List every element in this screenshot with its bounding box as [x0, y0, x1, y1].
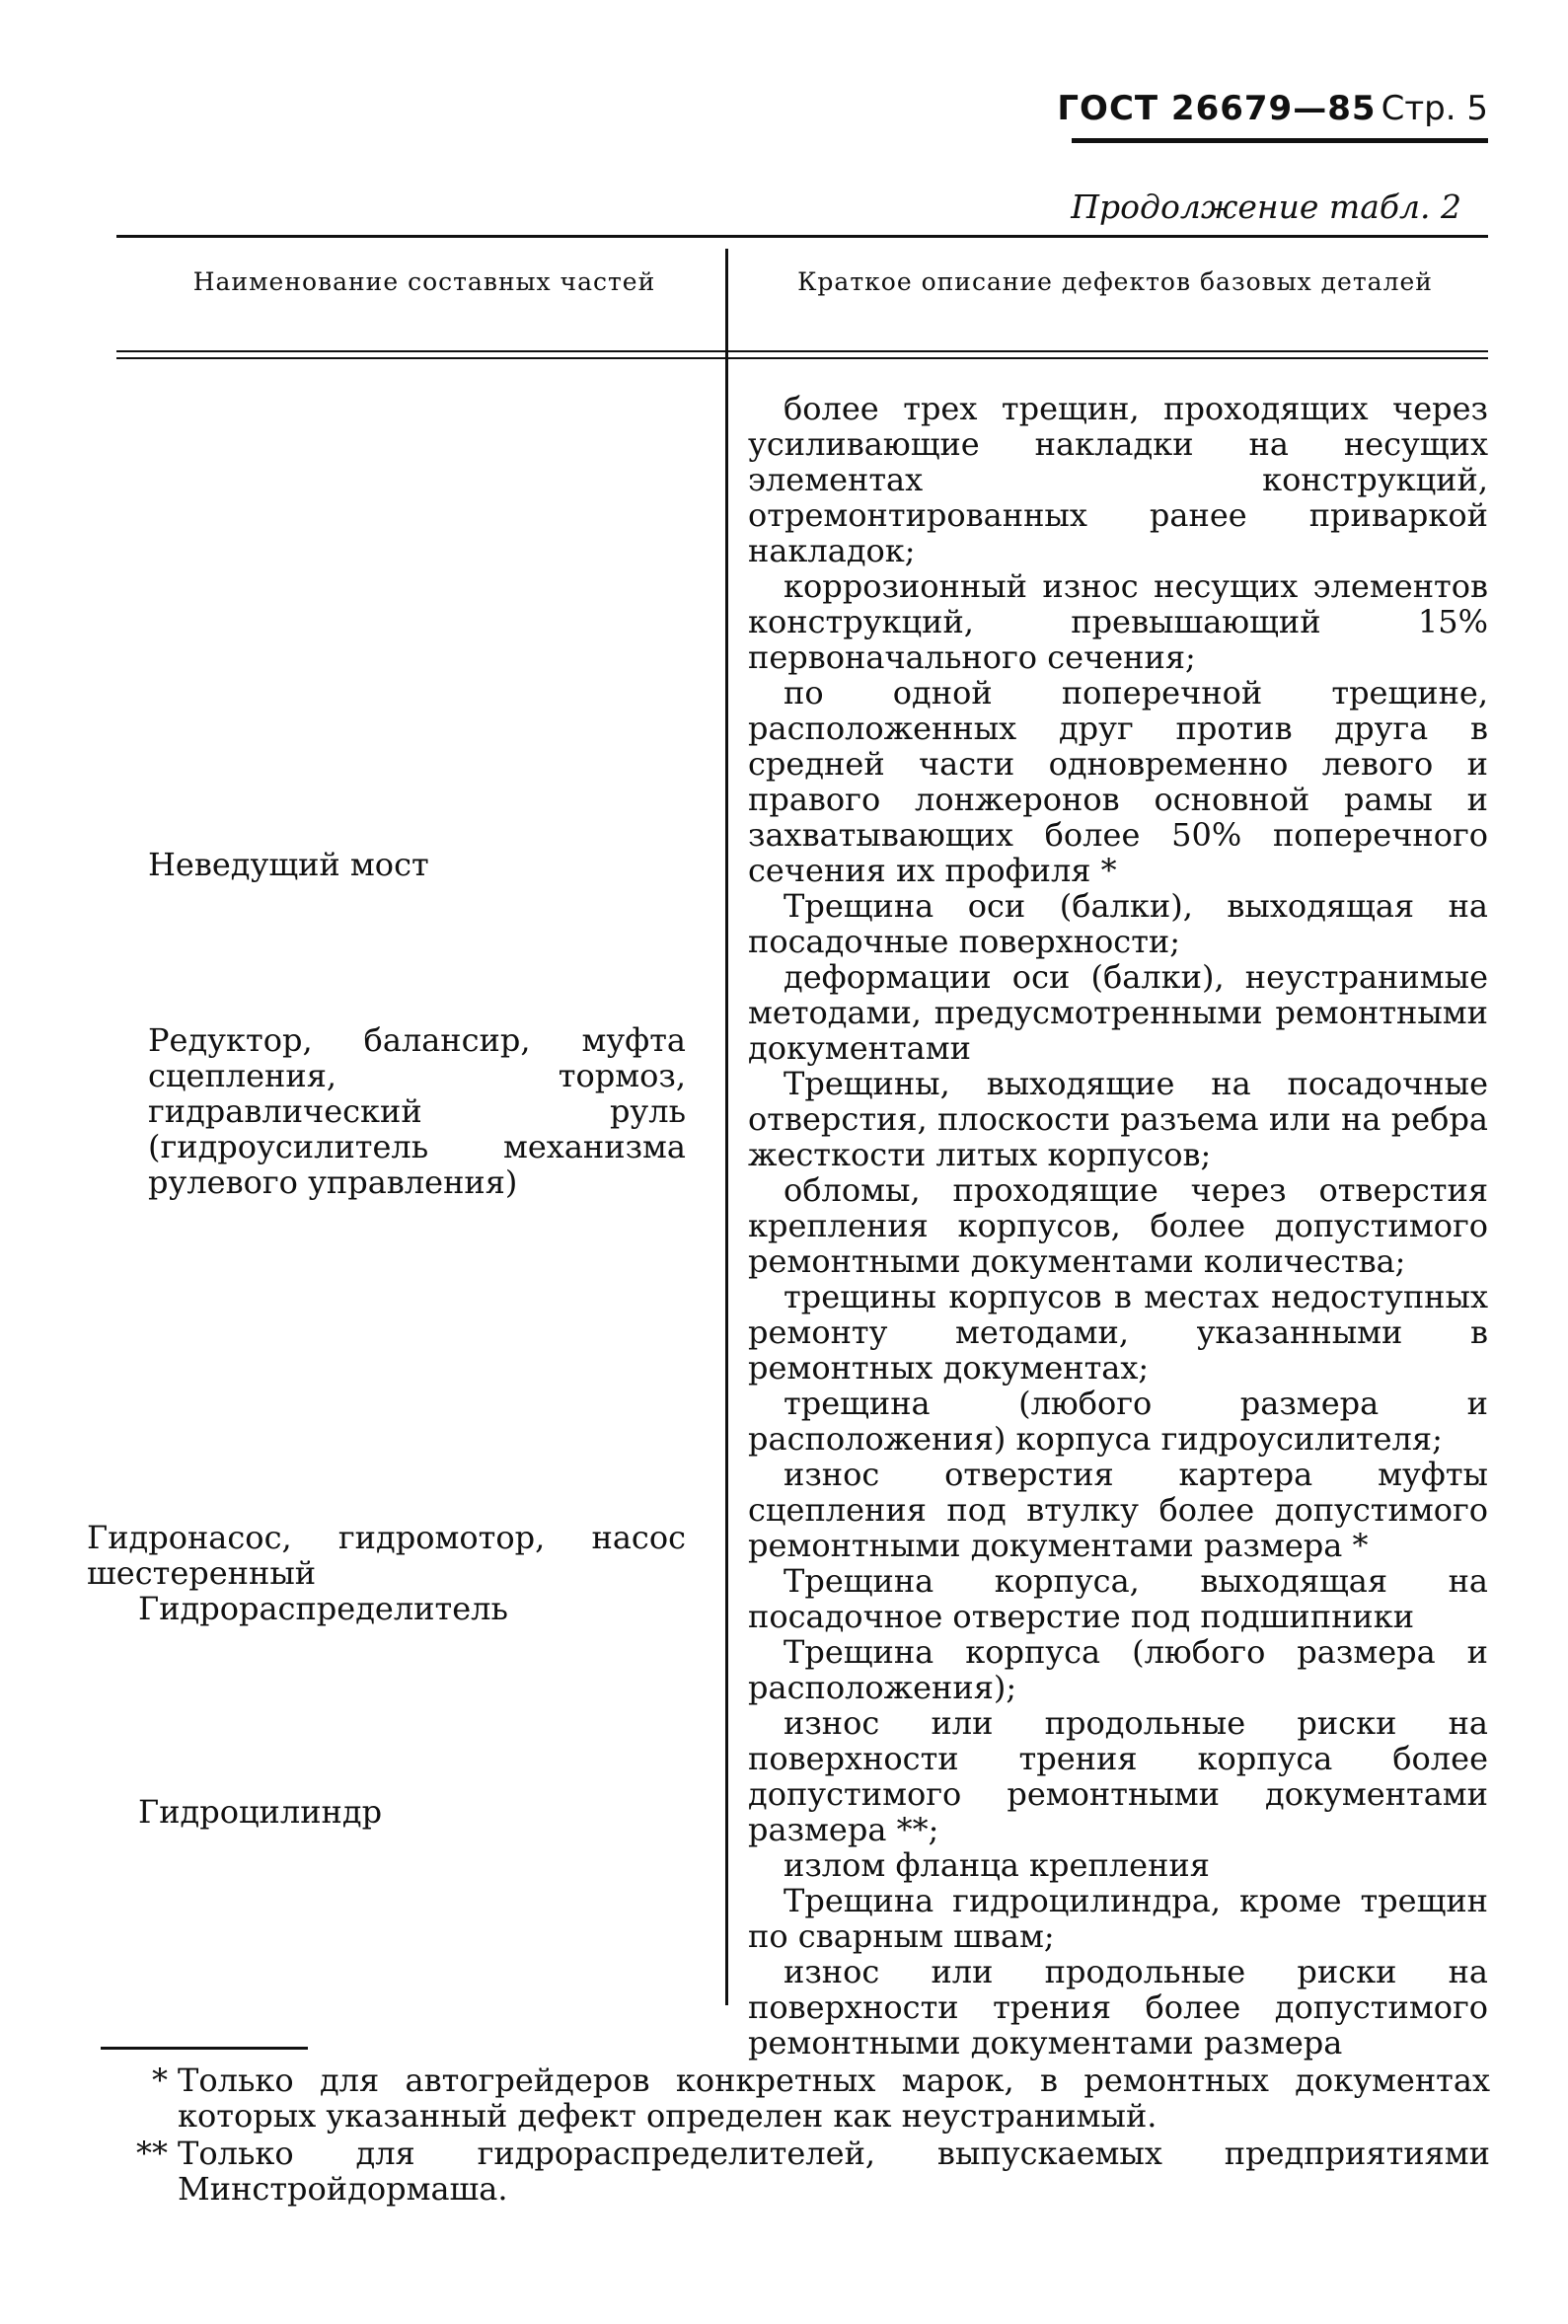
footnotes — [99, 2062, 1490, 2209]
defect-paragraph: Трещина корпуса (любого размера и расположения); — [748, 1633, 1488, 1706]
table-column-divider — [725, 249, 728, 2005]
defect-paragraph: более трех трещин, проходящих через усиливающие накладки на несущих элементах конструкций, отремонтированных ранее приваркой накладок; — [748, 390, 1488, 569]
footnote-mark: ** — [136, 2135, 168, 2172]
defect-paragraph: износ отверстия картера муфты сцепления под втулку более допустимого ремонтными документами размера * — [748, 1456, 1488, 1564]
page-header — [1057, 89, 1488, 128]
table-continuation-label: Продолжение табл. 2 — [1071, 187, 1461, 226]
footnote — [99, 2062, 1490, 2134]
defect-paragraph: трещины корпусов в местах недоступных ремонту методами, указанными в ремонтных документах; — [748, 1278, 1488, 1387]
defect-paragraph: износ или продольные риски на поверхности трения корпуса более допустимого ремонтными документами размера **; — [748, 1704, 1488, 1848]
table-top-rule — [116, 235, 1488, 238]
table-header-rule — [116, 350, 1488, 352]
defect-paragraph: Трещина оси (балки), выходящая на посадочные поверхности; — [748, 887, 1488, 960]
footnote — [99, 2136, 1490, 2207]
defect-description-column — [748, 391, 1488, 2061]
defect-paragraph: обломы, проходящие через отверстия крепления корпусов, более допустимого ремонтными документами количества; — [748, 1171, 1488, 1280]
table-header-rule-double — [116, 357, 1488, 359]
defect-paragraph: коррозионный износ несущих элементов конструкций, превышающий 15% первоначального сечения; — [748, 567, 1488, 676]
defect-paragraph: Трещина корпуса, выходящая на посадочное отверстие под подшипники — [748, 1562, 1488, 1635]
footnote-rule — [101, 2047, 308, 2050]
footnote-text: Только для автогрейдеров конкретных марок, в ремонтных документах которых указанный дефект определен как неустранимый. — [178, 2062, 1490, 2135]
left-item-non-drive-axle: Неведущий мост — [148, 846, 429, 883]
left-item-reducer-group: Редуктор, балансир, муфта сцепления, тормоз, гидравлический руль (гидроусилитель механизма рулевого управления) — [148, 1021, 686, 1201]
defect-paragraph: Трещины, выходящие на посадочные отверстия, плоскости разъема или на ребра жесткости литых корпусов; — [748, 1065, 1488, 1173]
page-number: Стр. 5 — [1381, 89, 1488, 128]
defect-paragraph: деформации оси (балки), неустранимые методами, предусмотренными ремонтными документами — [748, 958, 1488, 1067]
defect-paragraph: по одной поперечной трещине, расположенных друг против друга в средней части одновременно левого и правого лонжеронов основной рамы и захватывающих более 50% поперечного сечения их профиля * — [748, 674, 1488, 889]
footnote-mark: * — [152, 2062, 168, 2099]
standard-number: ГОСТ 26679—85 — [1057, 89, 1377, 128]
left-item-hydraulic-pump: Гидронасос, гидромотор, насос шестеренный — [87, 1519, 686, 1592]
header-rule — [1072, 138, 1488, 143]
left-item-hydraulic-distributor: Гидрораспределитель — [138, 1590, 508, 1627]
footnote-text: Только для гидрораспределителей, выпускаемых предприятиями Минстройдормаша. — [178, 2135, 1490, 2208]
defect-paragraph: Трещина гидроцилиндра, кроме трещин по сварным швам; — [748, 1882, 1488, 1955]
defect-paragraph: излом фланца крепления — [784, 1846, 1210, 1884]
defect-paragraph: трещина (любого размера и расположения) корпуса гидроусилителя; — [748, 1385, 1488, 1458]
defect-paragraph: износ или продольные риски на поверхности трения более допустимого ремонтными документами размера — [748, 1953, 1488, 2062]
column-header-parts: Наименование составных частей — [192, 267, 656, 296]
left-item-hydraulic-cylinder: Гидроцилиндр — [138, 1793, 383, 1831]
column-header-defects: Краткое описание дефектов базовых деталей — [797, 267, 1433, 296]
